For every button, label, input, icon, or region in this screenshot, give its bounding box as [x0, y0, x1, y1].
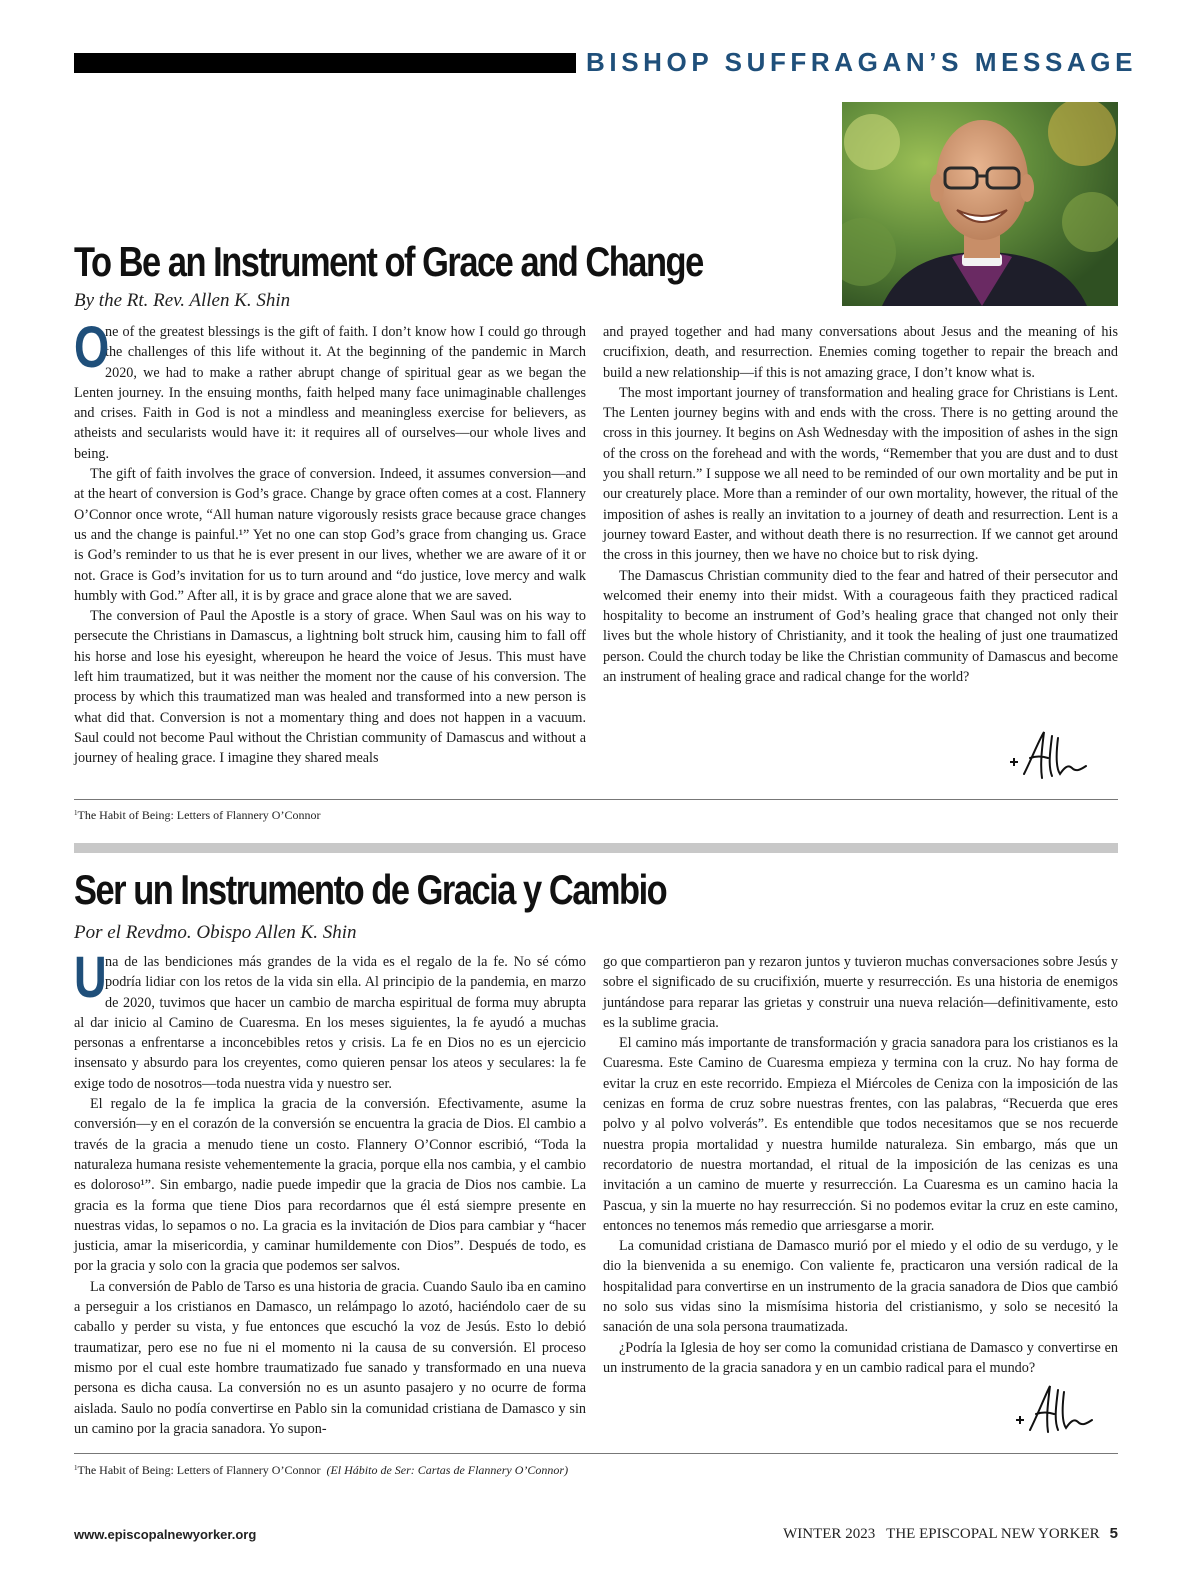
footnote-mark: 1	[74, 1464, 78, 1472]
paragraph: ne of the greatest blessings is the gift of faith. I don’t know how I could go through the challenges of this life without it. At the beginning of the pandemic in March 2020, we had to make a rather abrupt change of spiritual gear as we began the Lenten journey. In the ensuing months, faith helped many face unimaginable challenges and crises. Faith in God is not a mindless and meaningless exercise for believers, as atheists and secularists would have it: it requires all of ourselves—our whole lives and being.	[74, 324, 586, 462]
dropcap: O	[74, 315, 110, 380]
bishop-portrait	[842, 102, 1118, 306]
paragraph: El regalo de la fe implica la gracia de la conversión. Efectivamente, asume la conversión—y en el corazón de la conversión se encuentra la gracia de Dios. El cambio a través de la gracia a menudo tiene un costo. Flannery O’Connor escribió, “Toda la naturaleza humana resiste vehementemente la gracia, porque ella nos cambia, y el cambio es doloroso¹”. Sin embargo, nadie puede impedir que la gracia de Dios nos cambie. La gracia es la forma que tiene Dios para recordarnos que él está siempre presente en nuestras vidas, lo sepamos o no. La gracia es la invitación de Dios para cambiar y “hacer justicia, amar la misericordia, y caminar humildemente con Dios”. Después de todo, es por la gracia y solo con la gracia que podemos ser salvos.	[74, 1096, 586, 1275]
footnote-spanish	[74, 1463, 568, 1478]
paragraph: and prayed together and had many conversations about Jesus and the meaning of his crucifixion, death, and resurrection. Enemies coming together to repair the breach and build a new relationship—if this is not amazing grace, I don’t know what is.	[603, 324, 1118, 381]
paragraph: The most important journey of transformation and healing grace for Christians is Lent. The Lenten journey begins with and ends with the cross. There is no getting around the cross in this journey. It begins on Ash Wednesday with the imposition of ashes in the sign of the cross on the forehead and with the words, “Remember that you are dust and to dust you shall return.” I suppose we all need to be reminded of our own mortality and be put in our creaturely place. More than a reminder of our own mortality, however, the ritual of the imposition of ashes is really an invitation to a journey of death and resurrection. Lent is a journey toward Easter, and without death there is no resurrection. If we cannot get around the cross in this journey, then we have no choice but to risk dying.	[603, 384, 1118, 564]
spanish-column-1	[74, 945, 586, 1439]
byline-english: By the Rt. Rev. Allen K. Shin	[74, 290, 291, 311]
footer-issue	[783, 1525, 1118, 1543]
paragraph: La conversión de Pablo de Tarso es una historia de gracia. Cuando Saulo iba en camino a perseguir a los cristianos en Damasco, un relámpago lo azotó, haciéndolo caer de su caballo y perder su vista, y fue entonces que escuchó la voz de Jesús. Esto lo debió traumatizar, pero ese no fue ni el momento ni la causa de su conversión. El proceso mismo por el cual este hombre traumatizado fue sanado y transformado en una nueva persona es dicha causa. La conversión no es un asunto pasajero y no ocurre de forma aislada. Saulo no podía convertirse en Pablo sin la comunidad cristiana de Damasco y sin un camino por la gracia sanadora. Yo supon-	[74, 1278, 586, 1437]
english-column-2	[603, 322, 1118, 687]
footnote-text: The Habit of Being: Letters of Flannery O’Connor	[77, 808, 321, 822]
header-bar	[74, 53, 576, 73]
english-column-1	[74, 315, 586, 769]
signature-english	[1002, 728, 1098, 784]
paragraph: El camino más importante de transformación y gracia sanadora para los cristianos es la Cuaresma. Este Camino de Cuaresma empieza y termina con la cruz. No hay forma de evitar la cruz en este recorrido. Empieza el Miércoles de Ceniza con la imposición de las cenizas en forma de cruz sobre nuestras frentes, con las palabras, “Recuerda que eres polvo y al polvo volverás”. Es entendible que todos necesitamos que se nos recuerde nuestra propia mortalidad y nuestra humilde naturaleza. Sin embargo, más que un recordatorio de nuestra mortandad, el ritual de la imposición de las cenizas es una invitación a un camino de muerte y resurrección. La Cuaresma es un camino hacia la Pascua, y sin la muerte no hay resurrección. Si no podemos evitar la cruz en este camino, entonces no tenemos más remedio que arriesgarse a morir.	[603, 1035, 1118, 1234]
paragraph: na de las bendiciones más grandes de la vida es el regalo de la fe. No sé cómo podría lidiar con los retos de la vida sin ella. Al principio de la pandemia, en marzo de 2020, tuvimos que hacer un cambio de marcha espiritual de forma muy abrupta al dar inicio al Camino de Cuaresma. En los meses siguientes, la fe ayudó a muchas personas a enfrentarse a inconcebibles retos y crisis. La fe en Dios no es un ejercicio insensato y absurdo para los creyentes, como quieren pensar los ateos y seculares: la fe exige todo de nosotros—toda nuestra vida y nuestro ser.	[74, 954, 586, 1092]
article-title-english: To Be an Instrument of Grace and Change	[74, 238, 703, 285]
section-title: BISHOP SUFFRAGAN’S MESSAGE	[586, 47, 1138, 77]
paragraph: go que compartieron pan y rezaron juntos y tuvieron muchas conversaciones sobre Jesús y sobre el significado de su crucifixión, muerte y resurrección. Es una historia de enemigos juntándose para reparar las grietas y construir una nueva relación—definitivamente, esto es la sublime gracia.	[603, 954, 1118, 1031]
footnote-english	[74, 808, 320, 823]
footnote-mark: 1	[74, 809, 78, 817]
footnote-text: The Habit of Being: Letters of Flannery O’Connor	[77, 1463, 321, 1477]
footnote-rule	[74, 1453, 1118, 1454]
section-divider	[74, 843, 1118, 853]
footer-issue-text: WINTER 2023 THE EPISCOPAL NEW YORKER	[783, 1526, 1100, 1542]
paragraph: The conversion of Paul the Apostle is a story of grace. When Saul was on his way to persecute the Christians in Damascus, a lightning bolt struck him, causing him to fall off his horse and lose his eyesight, whereupon he heard the voice of Jesus. This must have left him traumatized, but it was neither the moment nor the cause of his conversion. The process by which this traumatized man was healed and transformed into a new person is what did that. Conversion is not a momentary thing and does not happen in a vacuum. Saul could not become Paul without the Christian community of Damascus and without a journey of healing grace. I imagine they shared meals	[74, 608, 586, 767]
footnote-rule	[74, 799, 1118, 800]
footer-website-link[interactable]: www.episcopalnewyorker.org	[74, 1527, 257, 1542]
byline-spanish: Por el Revdmo. Obispo Allen K. Shin	[74, 922, 357, 943]
spanish-column-2	[603, 952, 1118, 1378]
article-title-spanish: Ser un Instrumento de Gracia y Cambio	[74, 866, 667, 913]
signature-spanish	[1008, 1380, 1104, 1436]
paragraph: The gift of faith involves the grace of conversion. Indeed, it assumes conversion—and at the heart of conversion is God’s grace. Change by grace often comes at a cost. Flannery O’Connor once wrote, “All human nature vigorously resists grace because grace changes us and the change is painful.¹” Yet no one can stop God’s grace from changing us. Grace is God’s reminder to us that he is ever present in our lives, whether we are aware of it or not. Grace is God’s invitation for us to turn around and “do justice, love mercy and walk humbly with God.” After all, it is by grace and grace alone that we are saved.	[74, 466, 586, 604]
paragraph: ¿Podría la Iglesia de hoy ser como la comunidad cristiana de Damasco y convertirse en un instrumento de la gracia sanadora y en un cambio radical para el mundo?	[603, 1339, 1118, 1376]
footnote-text-spanish: (El Hábito de Ser: Cartas de Flannery O’Connor)	[326, 1463, 569, 1477]
paragraph: La comunidad cristiana de Damasco murió por el miedo y el odio de su verdugo, y le dio la bienvenida a su enemigo. Con valiente fe, practicaron una versión radical de la hospitalidad para convertirse en un instrumento de la gracia sanadora de Dios que cambió no solo sus vidas sino la mismísima historia del cristianismo, y solo se necesitó la sanación de una sola persona traumatizada.	[603, 1238, 1118, 1336]
paragraph: The Damascus Christian community died to the fear and hatred of their persecutor and welcomed their enemy into their midst. With a courageous faith they practiced radical hospitality to become an instrument of God’s healing grace that changed not only their lives but the whole history of Christianity, and it took the healing of just one traumatized person. Could the church today be like the Christian community of Damascus and become an instrument of healing grace and radical change for the world?	[603, 567, 1118, 686]
dropcap: U	[74, 945, 107, 1010]
page-number: 5	[1109, 1525, 1118, 1542]
